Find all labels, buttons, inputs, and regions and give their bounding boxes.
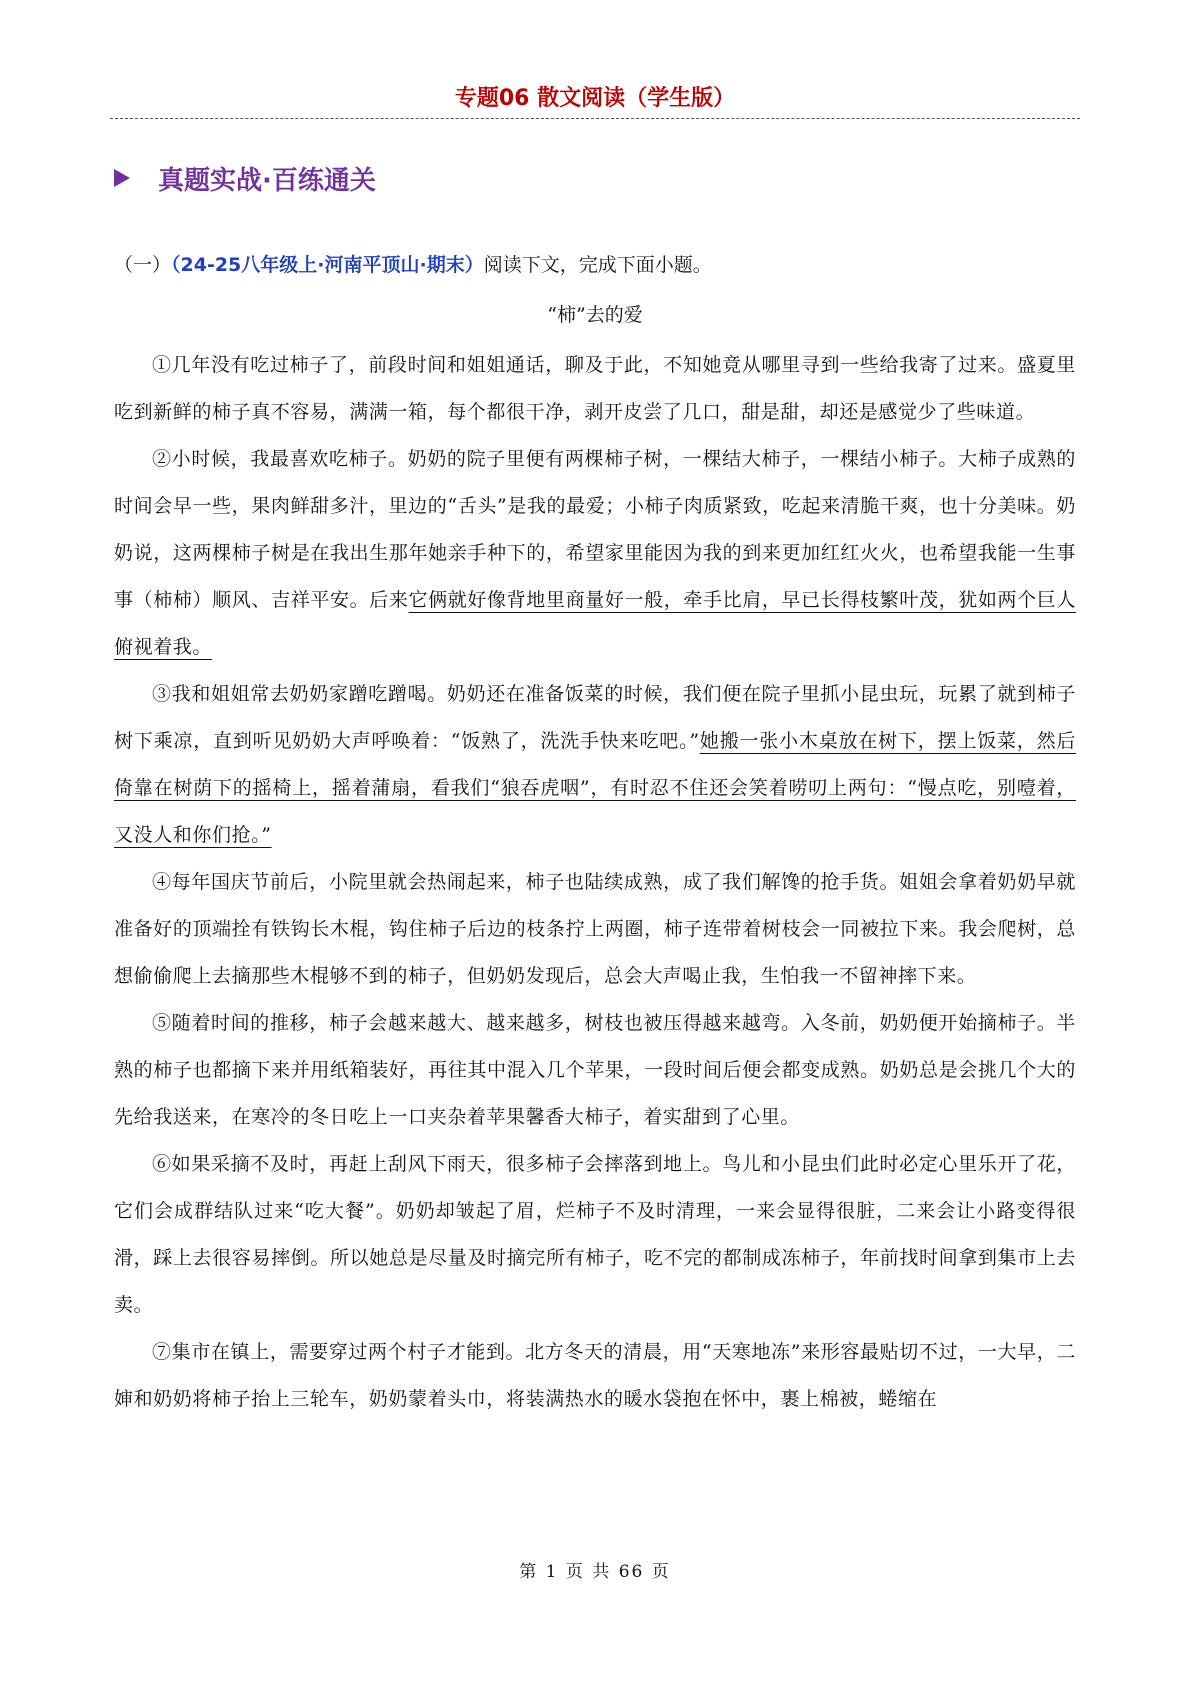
article-paragraph-2 [114, 436, 1076, 671]
question-instruction: 阅读下文，完成下面小题。 [483, 254, 712, 276]
paragraph-text: ⑤随着时间的推移，柿子会越来越大、越来越多，树枝也被压得越来越弯。入冬前，奶奶便开始摘柿子。半熟的柿子也都摘下来并用纸箱装好，再往其中混入几个苹果，一段时间后便会都变成熟。奶奶总是会挑几个大的先给我送来，在寒冷的冬日吃上一口夹杂着苹果馨香大柿子，着实甜到了心里。 [114, 1012, 1076, 1128]
article-title: “柿”去的爱 [547, 304, 643, 326]
article-body [114, 342, 1076, 1423]
paragraph-text: ②小时候，我最喜欢吃柿子。奶奶的院子里便有两棵柿子树，一棵结大柿子，一棵结小柿子。大柿子成熟的时间会早一些，果肉鲜甜多汁，里边的“舌头”是我的最爱；小柿子肉质紧致，吃起来清脆干爽，也十分美味。奶奶说，这两棵柿子树是在我出生那年她亲手种下的，希望家里能因为我的到来更加红红火火，也希望我能一生事事（柿柿）顺风、吉祥平安。后来 [114, 448, 1076, 611]
paragraph-text: ⑦集市在镇上，需要穿过两个村子才能到。北方冬天的清晨，用“天寒地冻”来形容最贴切不过，一大早，二婶和奶奶将柿子抬上三轮车，奶奶蒙着头巾，将装满热水的暖水袋抱在怀中，裹上棉被，蜷缩在 [114, 1341, 1076, 1410]
article-paragraph-7 [114, 1329, 1076, 1423]
article-paragraph-6 [114, 1141, 1076, 1329]
section-heading [114, 158, 376, 198]
underlined-text: 她搬一张小木桌放在树下，摆上饭菜，然后倚靠在树荫下的摇椅上，摇着蒲扇，看我们“狼吞虎咽”，有时忍不住还会笑着唠叨上两句：“慢点吃，别噎着，又没人和你们抢。” [114, 730, 1077, 846]
page-header-title: 专题06 散文阅读（学生版） [454, 86, 736, 111]
page-footer: 第 1 页 共 66 页 [519, 1562, 671, 1582]
paragraph-text: ④每年国庆节前后，小院里就会热闹起来，柿子也陆续成熟，成了我们解馋的抢手货。姐姐会拿着奶奶早就准备好的顶端拴有铁钩长木棍，钩住柿子后边的枝条拧上两圈，柿子连带着树枝会一同被拉下来。我会爬树，总想偷偷爬上去摘那些木棍够不到的柿子，但奶奶发现后，总会大声喝止我，生怕我一不留神摔下来。 [114, 871, 1076, 987]
article-paragraph-1 [114, 342, 1076, 436]
question-number: （一） [114, 254, 172, 276]
arrow-right-icon [114, 169, 130, 187]
question-intro [114, 250, 712, 280]
paragraph-text: ①几年没有吃过柿子了，前段时间和姐姐通话，聊及于此，不知她竟从哪里寻到一些给我寄了过来。盛夏里吃到新鲜的柿子真不容易，满满一箱，每个都很干净，剥开皮尝了几口，甜是甜，却还是感觉少了些味道。 [114, 354, 1076, 423]
section-title: 真题实战·百练通关 [158, 165, 376, 196]
article-paragraph-4 [114, 859, 1076, 1000]
paragraph-text: ⑥如果采摘不及时，再赶上刮风下雨天，很多柿子会摔落到地上。鸟儿和小昆虫们此时必定心里乐开了花，它们会成群结队过来“吃大餐”。奶奶却皱起了眉，烂柿子不及时清理，一来会显得很脏，二来会让小路变得很滑，踩上去很容易摔倒。所以她总是尽量及时摘完所有柿子，吃不完的都制成冻柿子，年前找时间拿到集市上去卖。 [114, 1153, 1076, 1316]
paragraph-text: ③我和姐姐常去奶奶家蹭吃蹭喝。奶奶还在准备饭菜的时候，我们便在院子里抓小昆虫玩，玩累了就到柿子树下乘凉，直到听见奶奶大声呼唤着：“饭熟了，洗洗手快来吃吧。” [114, 683, 1076, 752]
question-source: （24-25八年级上·河南平顶山·期末） [171, 254, 484, 276]
article-paragraph-3 [114, 671, 1076, 859]
page-header [110, 84, 1080, 119]
article-paragraph-5 [114, 1000, 1076, 1141]
underlined-text: 它俩就好像背地里商量好一般，牵手比肩，早已长得枝繁叶茂，犹如两个巨人俯视着我。 [114, 589, 1076, 658]
